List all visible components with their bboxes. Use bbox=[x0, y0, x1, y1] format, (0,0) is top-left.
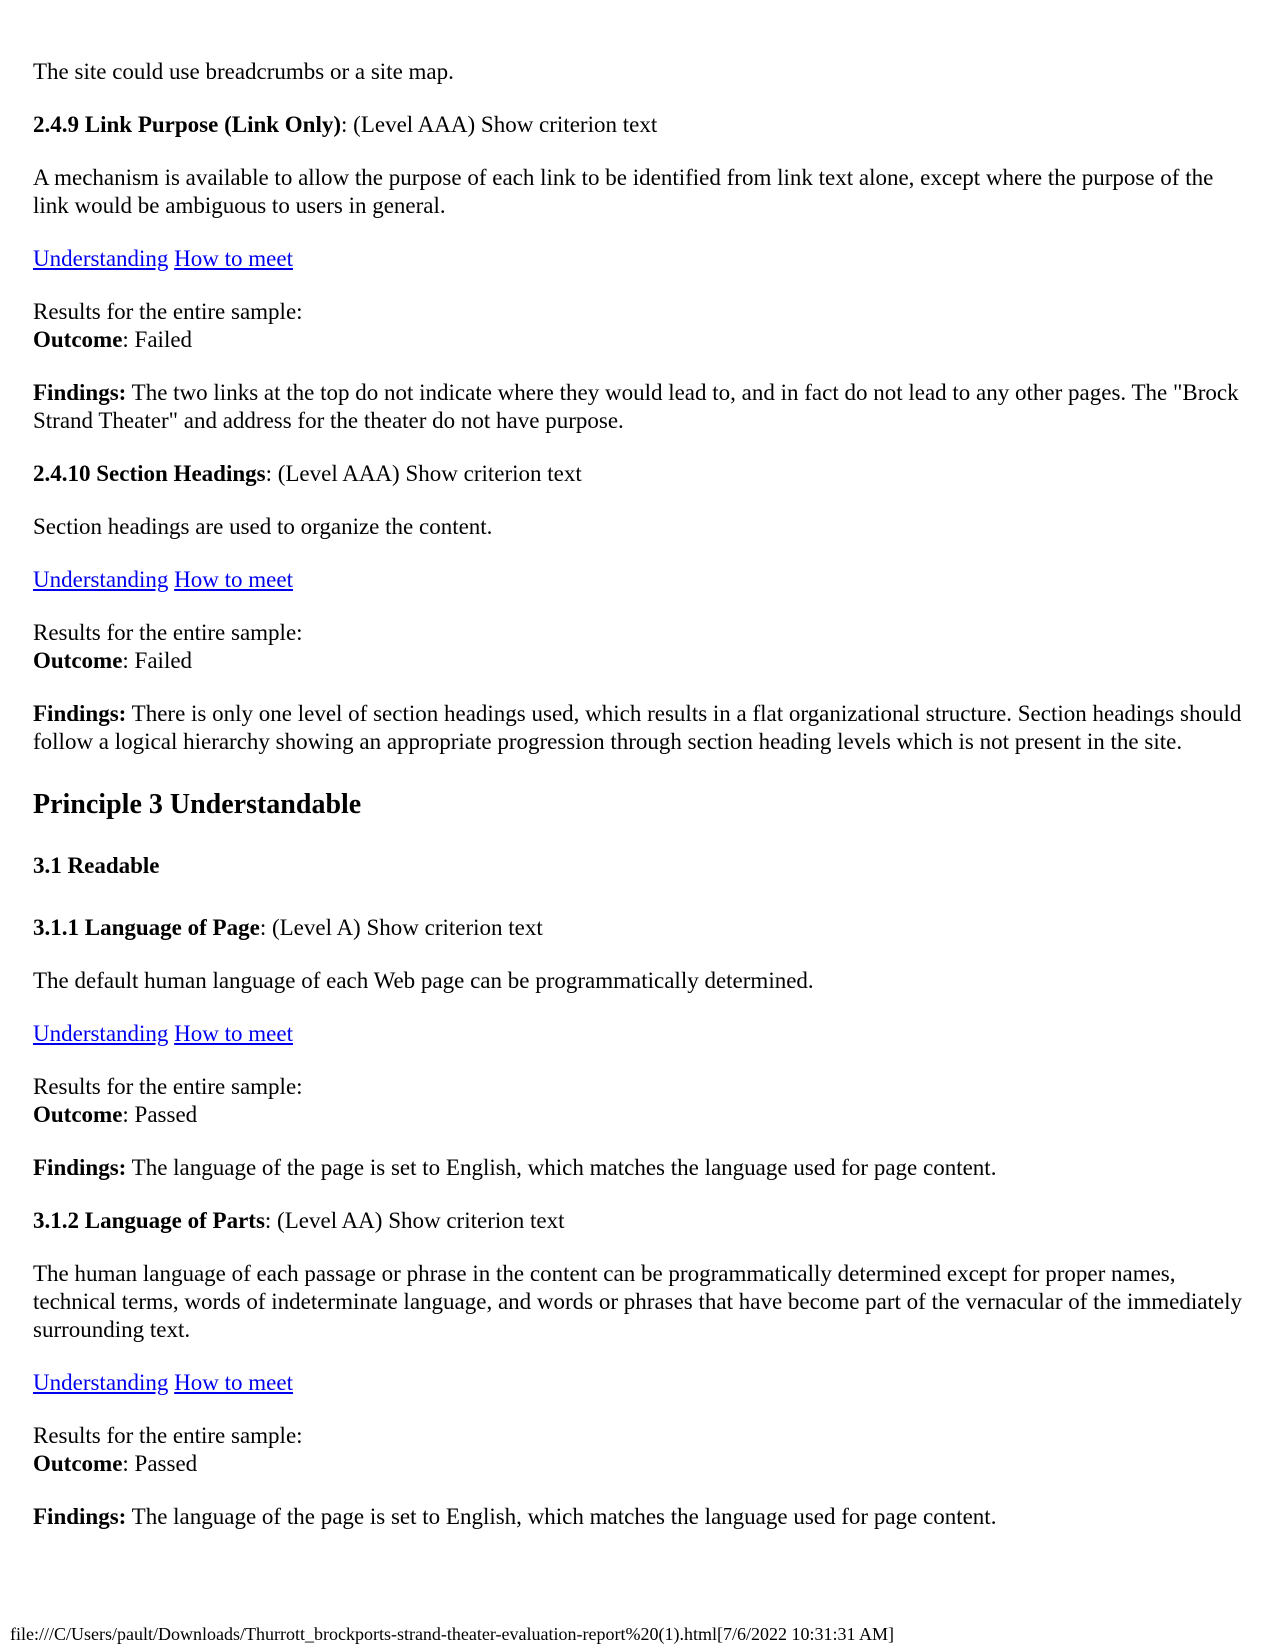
criterion-title: 2.4.10 Section Headings bbox=[33, 461, 266, 486]
print-footer-url: file:///C/Users/pault/Downloads/Thurrott_brockports-strand-theater-evaluation-report%20(1).html[7/6/2022 10:31:31 AM] bbox=[10, 1624, 894, 1644]
understanding-link[interactable]: Understanding bbox=[33, 246, 169, 271]
intro-text: The site could use breadcrumbs or a site map. bbox=[33, 59, 454, 84]
findings-text: The two links at the top do not indicate where they would lead to, and in fact do not lead to any other pages. The "Brock Strand Theater" and address for the theater do not have purpose. bbox=[33, 380, 1239, 433]
how-to-meet-link[interactable]: How to meet bbox=[174, 246, 293, 271]
criterion-results bbox=[33, 619, 1243, 675]
criterion-heading-2-4-9 bbox=[33, 111, 1243, 139]
criterion-links bbox=[33, 245, 1243, 273]
criterion-findings bbox=[33, 1154, 1243, 1182]
understanding-link[interactable]: Understanding bbox=[33, 567, 169, 592]
outcome-label: Outcome bbox=[33, 1451, 123, 1476]
criterion-links bbox=[33, 1020, 1243, 1048]
criterion-findings bbox=[33, 379, 1243, 435]
criterion-level: : (Level AAA) Show criterion text bbox=[265, 461, 582, 486]
criterion-links bbox=[33, 1369, 1243, 1397]
findings-label: Findings: bbox=[33, 380, 127, 405]
outcome-value: : Passed bbox=[122, 1451, 198, 1476]
how-to-meet-link[interactable]: How to meet bbox=[174, 1370, 293, 1395]
outcome-value: : Passed bbox=[122, 1102, 198, 1127]
criterion-findings bbox=[33, 1503, 1243, 1531]
criterion-findings bbox=[33, 700, 1243, 756]
criterion-description: Section headings are used to organize the content. bbox=[33, 514, 493, 539]
criterion-results bbox=[33, 1422, 1243, 1478]
findings-text: The language of the page is set to English, which matches the language used for page content. bbox=[126, 1155, 997, 1180]
criterion-results bbox=[33, 1073, 1243, 1129]
guideline-heading: 3.1 Readable bbox=[33, 853, 160, 878]
findings-label: Findings: bbox=[33, 1155, 127, 1180]
outcome-label: Outcome bbox=[33, 648, 123, 673]
outcome-value: : Failed bbox=[122, 327, 193, 352]
criterion-description: The human language of each passage or phrase in the content can be programmatically determined except for proper names, technical terms, words of indeterminate language, and words or phrases that have become part of the vernacular of the immediately surrounding text. bbox=[33, 1261, 1242, 1342]
criterion-level: : (Level AAA) Show criterion text bbox=[341, 112, 658, 137]
criterion-title: 3.1.2 Language of Parts bbox=[33, 1208, 265, 1233]
criterion-description: A mechanism is available to allow the purpose of each link to be identified from link text alone, except where the purpose of the link would be ambiguous to users in general. bbox=[33, 165, 1214, 218]
criterion-results bbox=[33, 298, 1243, 354]
outcome-value: : Failed bbox=[122, 648, 193, 673]
findings-text: There is only one level of section headings used, which results in a flat organizational structure. Section headings should follow a logical hierarchy showing an appropriate progression through section heading levels which is not present in the site. bbox=[33, 701, 1242, 754]
criterion-level: : (Level AA) Show criterion text bbox=[264, 1208, 565, 1233]
criterion-heading-3-1-2 bbox=[33, 1207, 1243, 1235]
how-to-meet-link[interactable]: How to meet bbox=[174, 567, 293, 592]
understanding-link[interactable]: Understanding bbox=[33, 1370, 169, 1395]
outcome-label: Outcome bbox=[33, 1102, 123, 1127]
results-label: Results for the entire sample: bbox=[33, 620, 303, 645]
results-label: Results for the entire sample: bbox=[33, 299, 303, 324]
how-to-meet-link[interactable]: How to meet bbox=[174, 1021, 293, 1046]
principle-heading: Principle 3 Understandable bbox=[33, 789, 362, 820]
results-label: Results for the entire sample: bbox=[33, 1423, 303, 1448]
report-content bbox=[33, 58, 1243, 1556]
findings-label: Findings: bbox=[33, 701, 127, 726]
findings-label: Findings: bbox=[33, 1504, 127, 1529]
criterion-title: 2.4.9 Link Purpose (Link Only) bbox=[33, 112, 342, 137]
criterion-heading-2-4-10 bbox=[33, 460, 1243, 488]
outcome-label: Outcome bbox=[33, 327, 123, 352]
findings-text: The language of the page is set to English, which matches the language used for page content. bbox=[126, 1504, 997, 1529]
criterion-title: 3.1.1 Language of Page bbox=[33, 915, 260, 940]
criterion-heading-3-1-1 bbox=[33, 914, 1243, 942]
criterion-links bbox=[33, 566, 1243, 594]
criterion-level: : (Level A) Show criterion text bbox=[259, 915, 543, 940]
criterion-description: The default human language of each Web page can be programmatically determined. bbox=[33, 968, 814, 993]
understanding-link[interactable]: Understanding bbox=[33, 1021, 169, 1046]
results-label: Results for the entire sample: bbox=[33, 1074, 303, 1099]
